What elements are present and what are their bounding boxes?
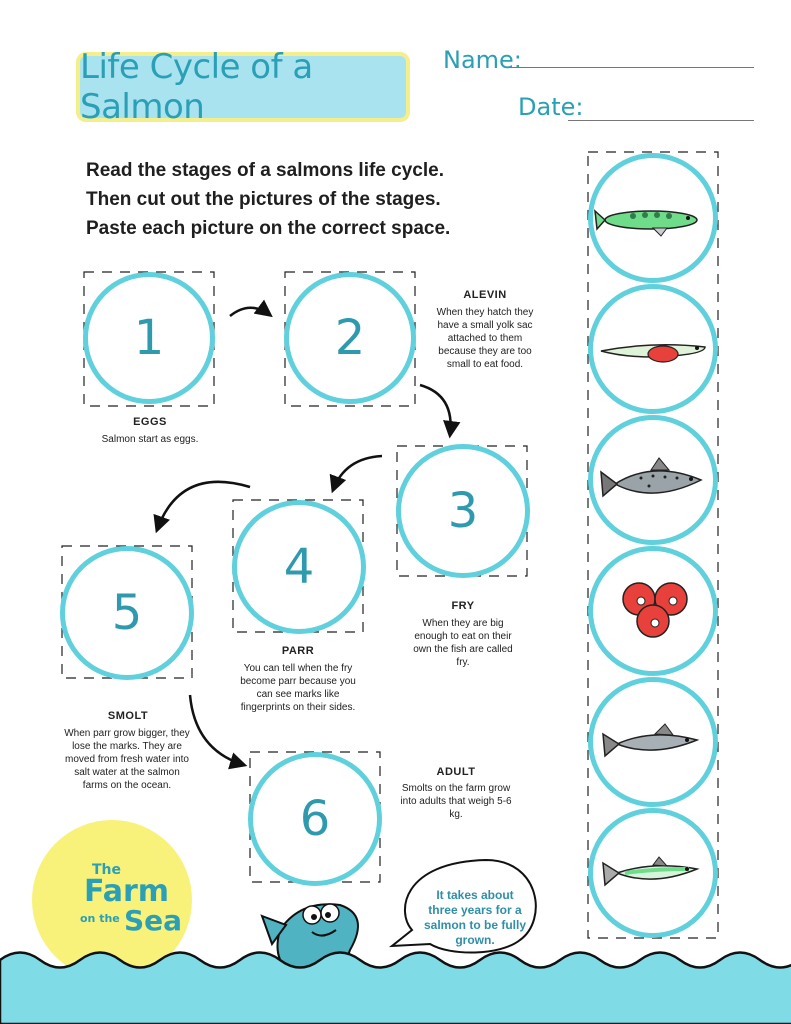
stage-3-title: FRY bbox=[451, 600, 475, 612]
stage-4-description: You can tell when the fry become parr because you can see marks like fingerprints on their sides. bbox=[240, 663, 356, 713]
stage-1-number: 1 bbox=[133, 310, 165, 366]
stage-5-number: 5 bbox=[111, 585, 143, 641]
stage-6-description: Smolts on the farm grow into adults that weigh 5-6 kg. bbox=[400, 783, 512, 820]
water-waves bbox=[0, 953, 791, 1024]
stage-3-description: When they are big enough to eat on their own the fish are called fry. bbox=[413, 618, 513, 668]
page-title: Life Cycle of a Salmon bbox=[80, 47, 313, 127]
stage-4-number: 4 bbox=[283, 539, 315, 595]
stage-1-description: Salmon start as eggs. bbox=[101, 434, 199, 445]
logo-line-4: Sea bbox=[124, 904, 183, 937]
stage-4-title: PARR bbox=[281, 645, 315, 657]
stage-6-number: 6 bbox=[299, 791, 331, 847]
instruction-line-3: Paste each picture on the correct space. bbox=[86, 218, 451, 239]
stage-2-number: 2 bbox=[334, 310, 366, 366]
stage-2-description: When they hatch they have a small yolk sac attached to them because they are too small to eat food. bbox=[436, 307, 534, 370]
logo-line-3: on the bbox=[80, 912, 120, 925]
instruction-line-2: Then cut out the pictures of the stages. bbox=[86, 189, 441, 210]
logo-line-1: The bbox=[92, 862, 122, 878]
speech-bubble-text: It takes about three years for a salmon to be fully grown. bbox=[423, 888, 526, 947]
name-label: Name: bbox=[443, 46, 522, 74]
logo-line-2: Farm bbox=[84, 874, 170, 909]
instruction-line-1: Read the stages of a salmons life cycle. bbox=[86, 160, 444, 181]
stage-6-title: ADULT bbox=[436, 766, 476, 778]
stage-5-title: SMOLT bbox=[107, 710, 149, 722]
stage-5-description: When parr grow bigger, they lose the marks. They are moved from fresh water into salt water at the salmon farms on the ocean. bbox=[64, 728, 190, 791]
stage-2-title: ALEVIN bbox=[463, 289, 507, 301]
stage-1-title: EGGS bbox=[133, 416, 167, 428]
stage-3-number: 3 bbox=[447, 483, 479, 539]
date-label: Date: bbox=[518, 93, 584, 121]
